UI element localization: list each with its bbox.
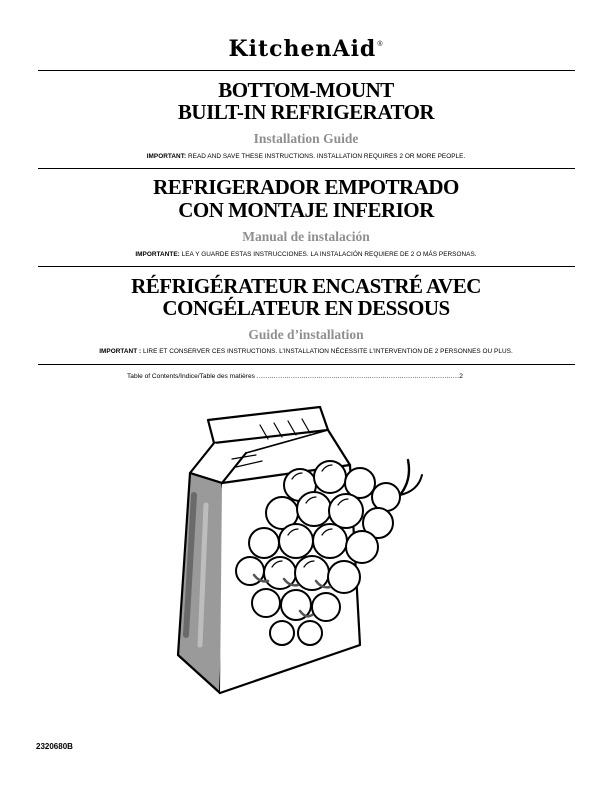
spanish-subtitle: Manual de instalación (242, 229, 370, 244)
important-text: LIRE ET CONSERVER CES INSTRUCTIONS. L’INSTALLATION NÉCESSITE L’INTERVENTION DE 2 PERSONNES OU PLUS. (141, 348, 513, 355)
french-title-line-1: RÉFRIGÉRATEUR ENCASTRÉ AVEC (131, 274, 481, 298)
milk-carton-and-grapes-illustration (150, 395, 450, 695)
english-title-line-2: BUILT-IN REFRIGERATOR (177, 100, 435, 124)
important-text: LEA Y GUARDE ESTAS INSTRUCCIONES. LA INSTALACIÓN REQUIERE DE 2 O MÁS PERSONAS. (179, 251, 477, 258)
toc-leader-dots: ............................................................................................... (256, 373, 460, 380)
french-title-line-2: CONGÉLATEUR EN DESSOUS (162, 296, 450, 320)
trademark-symbol: ® (377, 41, 384, 48)
french-important-notice (0, 348, 612, 355)
spanish-title-line-2: CON MONTAJE INFERIOR (178, 198, 434, 222)
spanish-important-notice (0, 251, 612, 258)
divider-rule (38, 70, 575, 71)
divider-rule (38, 266, 575, 267)
important-label: IMPORTANT : (99, 348, 142, 355)
divider-rule (38, 364, 575, 365)
kitchenaid-logo (0, 36, 612, 62)
french-subtitle: Guide d’installation (248, 327, 364, 342)
divider-rule (38, 168, 575, 169)
spanish-title-line-1: REFRIGERADOR EMPOTRADO (153, 175, 459, 199)
english-important-notice (0, 153, 612, 160)
english-title-line-1: BOTTOM-MOUNT (218, 78, 394, 102)
logo-text: KitchenAid (228, 36, 377, 62)
important-text: READ AND SAVE THESE INSTRUCTIONS. INSTALLATION REQUIRES 2 OR MORE PEOPLE. (186, 153, 466, 160)
important-label: IMPORTANT: (146, 153, 187, 160)
english-subtitle: Installation Guide (253, 131, 359, 146)
table-of-contents-entry[interactable] (127, 373, 487, 380)
important-label: IMPORTANTE: (135, 251, 180, 258)
toc-page-number: 2 (459, 373, 463, 380)
toc-label: Table of Contents/Índice/Table des matières (127, 373, 257, 380)
document-number: 2320680B (36, 742, 73, 751)
